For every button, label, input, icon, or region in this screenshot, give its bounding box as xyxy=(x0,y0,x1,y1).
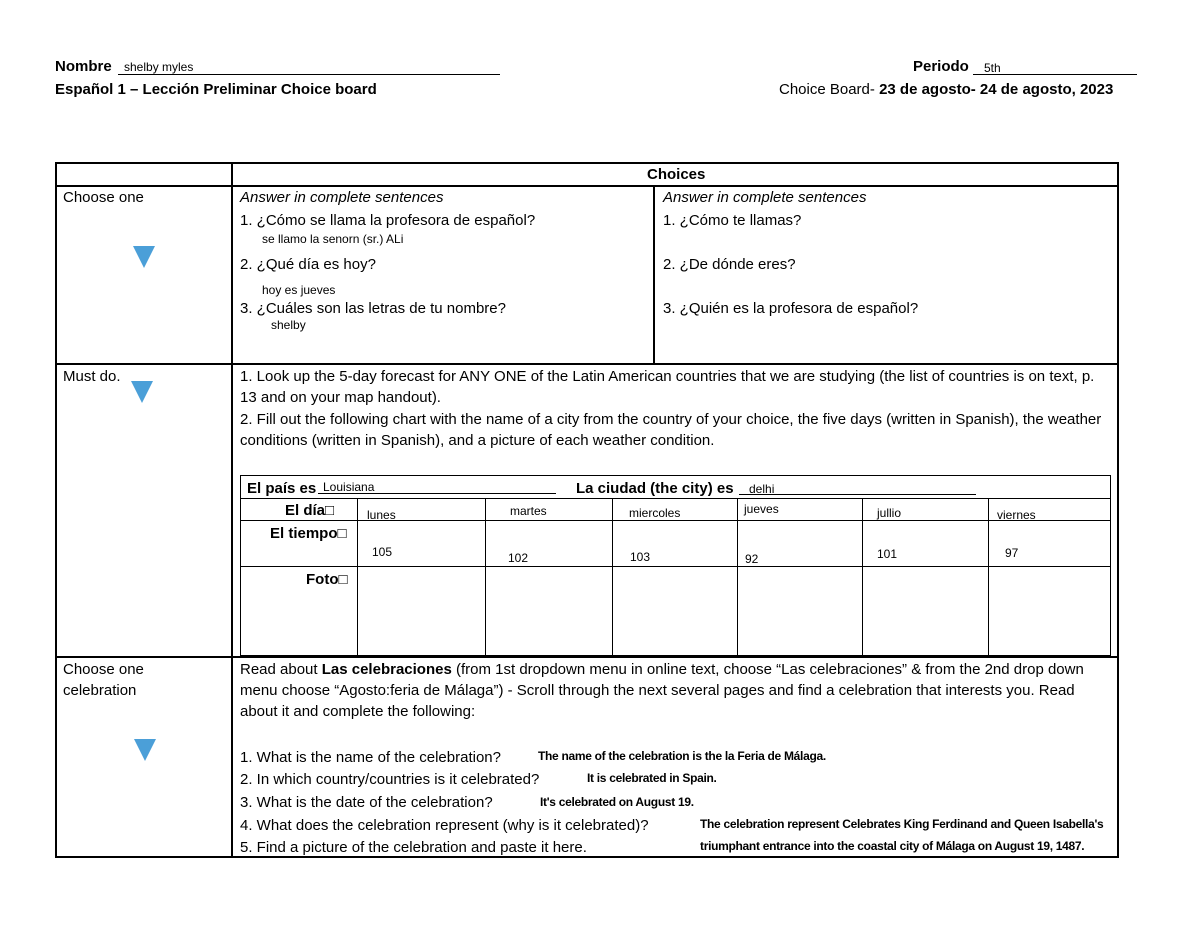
row-label-must-do: Must do. xyxy=(63,368,121,385)
left-question-2: 2. ¿Qué día es hoy? xyxy=(240,256,376,273)
course-title: Español 1 – Lección Preliminar Choice board xyxy=(55,81,377,98)
left-question-1: 1. ¿Cómo se llama la profesora de español? xyxy=(240,212,536,229)
celebration-intro: Read about Las celebraciones (from 1st dropdown menu in online text, choose “Las celebraciones” & from the 2nd drop down menu choose “Agosto:feria de Málaga”) - Scroll through the next several pages and find a celebration that interests you. Read about it and complete the following: xyxy=(240,661,1084,720)
day-cell[interactable]: jueves xyxy=(744,502,779,516)
celebration-answer-1[interactable]: The name of the celebration is the la Feria de Málaga. xyxy=(538,749,826,763)
ciudad-underline xyxy=(739,494,976,495)
must-do-step-1: 1. Look up the 5-day forecast for ANY ONE of the Latin American countries that we are studying (the list of countries is on text, p. 13 and on your map handout). xyxy=(240,368,1095,406)
celebration-question-5: 5. Find a picture of the celebration and paste it here. xyxy=(240,839,587,856)
day-cell[interactable]: martes xyxy=(510,504,547,518)
table-border-top xyxy=(55,162,1119,164)
weather-table-right xyxy=(1110,475,1111,656)
must-do-step-2: 2. Fill out the following chart with the name of a city from the country of your choice, the five days (written in Spanish), the weather conditions (written in Spanish), and a picture of each weather condition. xyxy=(240,411,1102,449)
celebration-answer-2[interactable]: It is celebrated in Spain. xyxy=(587,771,717,785)
pais-underline xyxy=(318,493,556,494)
down-triangle-icon xyxy=(134,739,156,761)
celebration-question-3: 3. What is the date of the celebration? xyxy=(240,794,493,811)
periodo-label: Periodo xyxy=(913,58,969,75)
temp-cell[interactable]: 92 xyxy=(745,552,759,566)
weather-col-divider-3 xyxy=(612,498,613,656)
row-label-choose-one: Choose one xyxy=(63,189,144,206)
row-divider-1 xyxy=(55,363,1119,365)
weather-col-divider-4 xyxy=(737,498,738,656)
ciudad-label: La ciudad (the city) es xyxy=(576,480,734,497)
right-instruction: Answer in complete sentences xyxy=(663,189,867,206)
temp-cell[interactable]: 101 xyxy=(877,547,898,561)
right-question-1: 1. ¿Cómo te llamas? xyxy=(663,212,802,229)
choices-split-divider xyxy=(653,185,655,365)
choices-header: Choices xyxy=(647,166,706,183)
temp-cell[interactable]: 97 xyxy=(1005,546,1019,560)
right-question-3: 3. ¿Quién es la profesora de español? xyxy=(663,300,919,317)
day-cell[interactable]: miercoles xyxy=(629,506,681,520)
tiempo-label: El tiempo□ xyxy=(270,525,347,542)
right-question-2: 2. ¿De dónde eres? xyxy=(663,256,796,273)
nombre-label: Nombre xyxy=(55,58,112,75)
table-border-right xyxy=(1117,162,1119,858)
board-dates: Choice Board- 23 de agosto- 24 de agosto, 2023 xyxy=(779,81,1114,98)
nombre-underline xyxy=(118,74,500,75)
left-answer-1[interactable]: se llamo la senorn (sr.) ALi xyxy=(262,232,404,246)
dia-label: El día□ xyxy=(285,502,335,519)
day-cell[interactable]: lunes xyxy=(367,508,396,522)
pais-value[interactable]: Louisiana xyxy=(323,480,375,494)
celebration-question-1: 1. What is the name of the celebration? xyxy=(240,749,501,766)
left-answer-3[interactable]: shelby xyxy=(271,318,306,332)
weather-table-top xyxy=(240,475,1111,476)
periodo-value[interactable]: 5th xyxy=(984,61,1001,75)
weather-col-divider-6 xyxy=(988,498,989,656)
celebration-answer-3[interactable]: It's celebrated on August 19. xyxy=(540,795,694,809)
ciudad-value[interactable]: delhi xyxy=(749,482,775,496)
weather-table-left xyxy=(240,475,241,656)
foto-label: Foto□ xyxy=(306,571,348,588)
day-cell[interactable]: viernes xyxy=(997,508,1036,522)
left-answer-2[interactable]: hoy es jueves xyxy=(262,283,336,297)
celebration-answer-5[interactable]: triumphant entrance into the coastal city of Málaga on August 19, 1487. xyxy=(700,839,1085,853)
weather-table-temp-divider xyxy=(240,566,1111,567)
temp-cell[interactable]: 103 xyxy=(630,550,651,564)
weather-table-bottom xyxy=(240,655,1111,656)
nombre-value[interactable]: shelby myles xyxy=(124,60,194,74)
left-question-3: 3. ¿Cuáles son las letras de tu nombre? xyxy=(240,300,506,317)
table-border-bottom xyxy=(55,856,1119,858)
pais-label: El país es xyxy=(247,480,317,497)
celebration-answer-4[interactable]: The celebration represent Celebrates King Ferdinand and Queen Isabella's xyxy=(700,817,1104,831)
weather-col-divider-2 xyxy=(485,498,486,656)
celebration-question-4: 4. What does the celebration represent (why is it celebrated)? xyxy=(240,817,649,834)
celebration-question-2: 2. In which country/countries is it celebrated? xyxy=(240,771,540,788)
temp-cell[interactable]: 105 xyxy=(372,545,393,559)
row-label-celebration: Choose one celebration xyxy=(63,661,144,699)
left-instruction: Answer in complete sentences xyxy=(240,189,444,206)
row-divider-header xyxy=(55,185,1119,187)
day-cell[interactable]: jullio xyxy=(877,506,902,520)
weather-col-divider-5 xyxy=(862,498,863,656)
down-triangle-icon xyxy=(131,381,153,403)
table-border-left xyxy=(55,162,57,858)
table-col-divider xyxy=(231,162,233,858)
temp-cell[interactable]: 102 xyxy=(508,551,529,565)
periodo-underline xyxy=(973,74,1137,75)
weather-col-divider-1 xyxy=(357,498,358,656)
down-triangle-icon xyxy=(133,246,155,268)
row-divider-2 xyxy=(55,656,1119,658)
